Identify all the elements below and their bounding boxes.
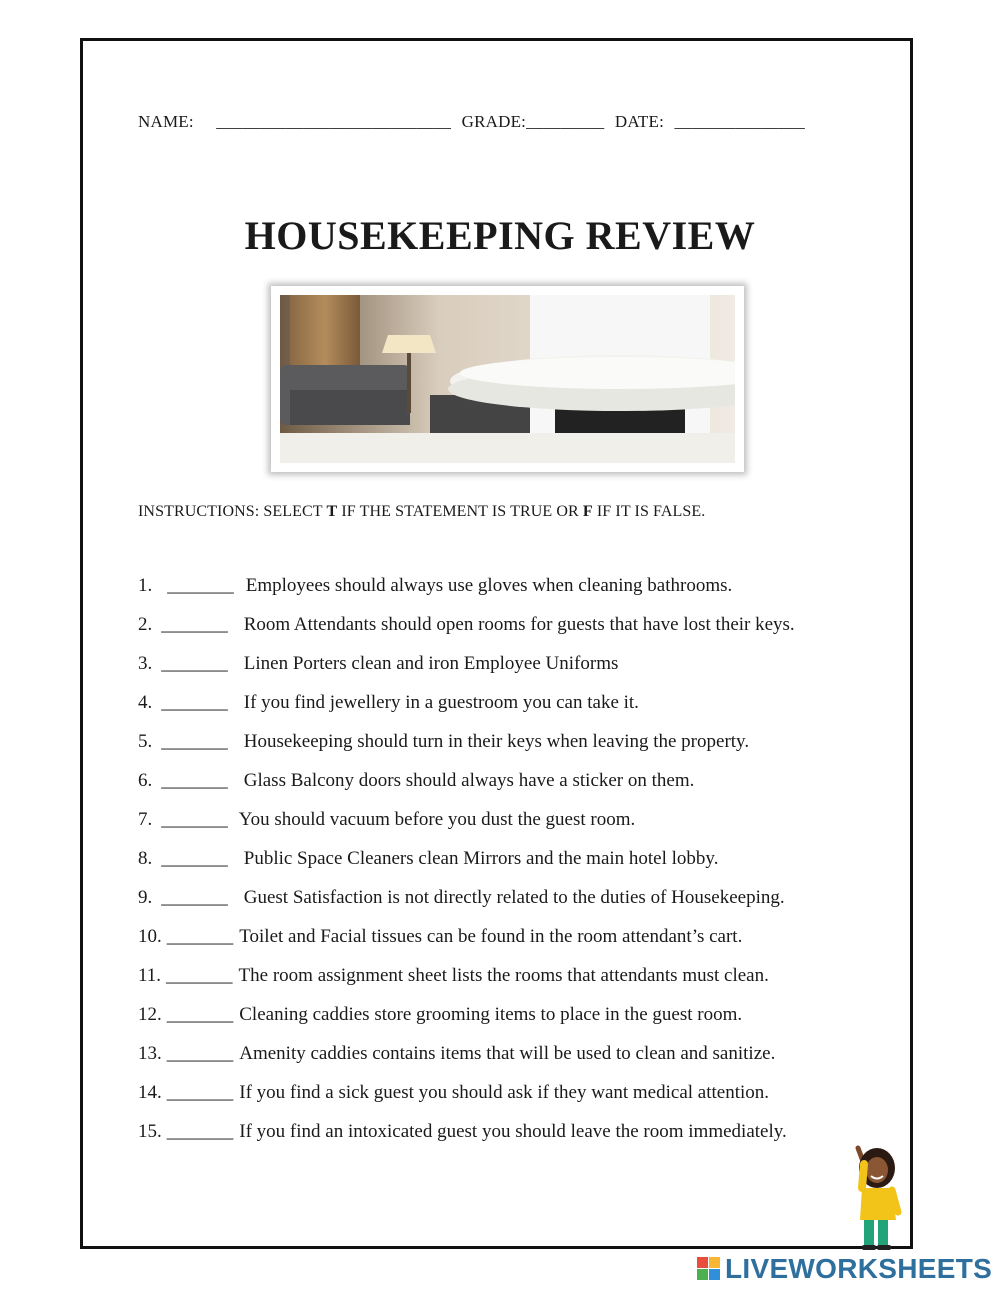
question-item (138, 809, 635, 831)
question-number: 1. (138, 575, 153, 596)
question-item (138, 926, 742, 948)
question-number: 14. (138, 1082, 162, 1103)
question-item (138, 1082, 769, 1104)
answer-blank[interactable]: _______ (166, 965, 233, 986)
question-number: 7. (138, 809, 153, 830)
question-item (138, 965, 769, 987)
question-number: 10. (138, 926, 162, 947)
question-text: Room Attendants should open rooms for guests that have lost their keys. (243, 614, 795, 635)
answer-blank[interactable]: _______ (161, 809, 228, 830)
question-item (138, 653, 618, 675)
question-item (138, 575, 732, 597)
question-number: 2. (138, 614, 153, 635)
worksheet-title: HOUSEKEEPING REVIEW (244, 213, 756, 258)
question-number: 15. (138, 1121, 162, 1142)
answer-blank[interactable]: _______ (166, 1004, 234, 1025)
grade-field[interactable]: _________ (526, 112, 605, 131)
question-text: Amenity caddies contains items that will be used to clean and sanitize. (239, 1043, 776, 1064)
instructions-false-letter: F (582, 503, 593, 520)
question-number: 9. (138, 887, 153, 908)
answer-blank[interactable]: _______ (161, 614, 228, 635)
question-text: Glass Balcony doors should always have a sticker on them. (243, 770, 695, 791)
question-number: 12. (138, 1004, 162, 1025)
answer-blank[interactable]: _______ (166, 926, 234, 947)
question-item (138, 1043, 775, 1065)
question-item (138, 1004, 742, 1026)
student-info-line (138, 112, 811, 132)
instructions-true-letter: T (326, 503, 338, 520)
name-label: NAME: (138, 112, 194, 131)
answer-blank[interactable]: _______ (166, 1082, 234, 1103)
question-number: 4. (138, 692, 153, 713)
question-item (138, 731, 749, 753)
instructions-part3: IF IT IS FALSE. (592, 503, 706, 520)
question-text: You should vacuum before you dust the guest room. (238, 809, 636, 830)
question-item (138, 887, 785, 909)
housekeeper-photo (271, 286, 744, 472)
question-text: Public Space Cleaners clean Mirrors and the main hotel lobby. (243, 848, 719, 869)
instructions-part2: IF THE STATEMENT IS TRUE OR (337, 503, 583, 520)
name-field[interactable]: ___________________________ (216, 112, 452, 131)
question-text: Linen Porters clean and iron Employee Uniforms (243, 653, 619, 674)
liveworksheets-logo (697, 1253, 992, 1285)
question-text: If you find an intoxicated guest you should leave the room immediately. (239, 1121, 787, 1142)
question-number: 13. (138, 1043, 162, 1064)
logo-text: LIVEWORKSHEETS (725, 1253, 993, 1284)
answer-blank[interactable]: _______ (161, 887, 228, 908)
question-text: Employees should always use gloves when cleaning bathrooms. (245, 575, 733, 596)
question-text: The room assignment sheet lists the rooms that attendants must clean. (238, 965, 769, 986)
question-text: If you find jewellery in a guestroom you can take it. (243, 692, 639, 713)
answer-blank[interactable]: _______ (161, 770, 228, 791)
answer-blank[interactable]: _______ (167, 575, 234, 596)
answer-blank[interactable]: _______ (166, 1121, 234, 1142)
question-text: Cleaning caddies store grooming items to place in the guest room. (239, 1004, 743, 1025)
teacher-avatar-icon (844, 1142, 908, 1252)
question-number: 8. (138, 848, 153, 869)
answer-blank[interactable]: _______ (161, 731, 228, 752)
instructions-text (138, 503, 705, 521)
question-item (138, 692, 639, 714)
answer-blank[interactable]: _______ (161, 848, 228, 869)
answer-blank[interactable]: _______ (161, 653, 228, 674)
question-item (138, 1121, 787, 1143)
date-field[interactable]: _______________ (674, 112, 805, 131)
question-text: Guest Satisfaction is not directly related to the duties of Housekeeping. (243, 887, 785, 908)
question-number: 3. (138, 653, 153, 674)
question-text: Housekeeping should turn in their keys when leaving the property. (243, 731, 750, 752)
date-label: DATE: (614, 112, 665, 131)
question-number: 11. (138, 965, 162, 986)
answer-blank[interactable]: _______ (161, 692, 228, 713)
question-item (138, 770, 694, 792)
question-text: Toilet and Facial tissues can be found in the room attendant’s cart. (239, 926, 743, 947)
question-item (138, 614, 795, 636)
grade-label: GRADE: (461, 112, 527, 131)
question-text: If you find a sick guest you should ask if they want medical attention. (239, 1082, 770, 1103)
instructions-part1: INSTRUCTIONS: SELECT (138, 503, 327, 520)
liveworksheets-logo-icon (697, 1257, 721, 1281)
question-number: 6. (138, 770, 153, 791)
question-item (138, 848, 718, 870)
question-number: 5. (138, 731, 153, 752)
housekeeper-towels-photo-icon (280, 295, 735, 463)
answer-blank[interactable]: _______ (166, 1043, 234, 1064)
